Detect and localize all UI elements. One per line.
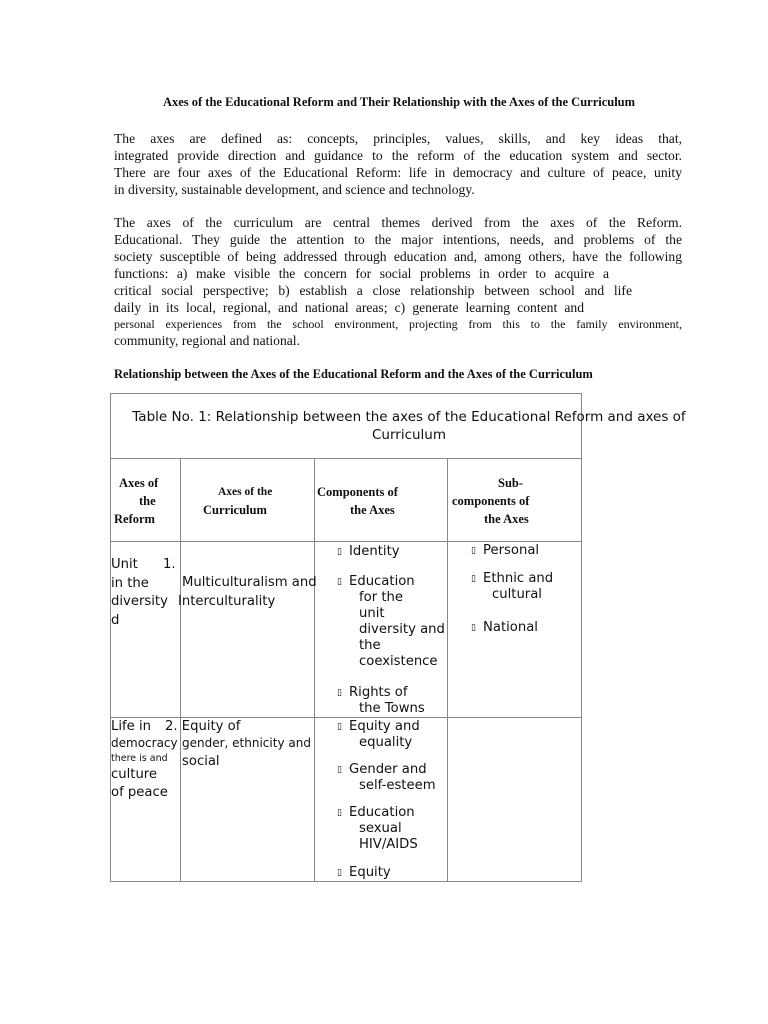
bullet-icon: ▯ [471, 546, 476, 556]
bullet-icon: ▯ [337, 722, 342, 732]
item-text: for the [359, 590, 403, 605]
text-line: personal experiences from the school environment, projecting from this to the family environment, [114, 317, 682, 332]
cell-line: culture [111, 767, 158, 782]
text-line: daily in its local, regional, and national areas; c) generate learning content and [114, 299, 584, 315]
item-text: Gender and [349, 762, 427, 777]
list-item [471, 571, 553, 603]
caption-line: Curriculum [371, 427, 447, 443]
text-line: society susceptible of being addressed through education and, among others, have the following [114, 248, 682, 264]
item-text: cultural [492, 587, 542, 602]
item-text: Ethnic and [483, 571, 554, 586]
text-line: functions: a) make visible the concern for social problems in order to acquire a [114, 265, 609, 281]
item-text: self-esteem [359, 778, 436, 793]
row1-subcomponents [471, 542, 581, 717]
cell-line: democracy [111, 736, 178, 750]
paragraph-curriculum-axes [114, 215, 682, 350]
cell-line: Multiculturalism and [182, 575, 317, 590]
list-item [337, 685, 425, 717]
cell-line: of peace [111, 785, 168, 800]
item-text: Identity [349, 544, 400, 559]
header-line: the Axes [484, 512, 529, 526]
row1-curriculum-axis [178, 574, 317, 611]
table-divider [447, 458, 448, 882]
text-line: There are four axes of the Educational Reform: life in democracy and culture of peace, unity [114, 164, 682, 180]
header-line: Axes of [119, 476, 159, 490]
relationship-table [110, 393, 686, 882]
text-line: integrated provide direction and guidance to the reform of the education system and sector. [114, 147, 682, 163]
cell-line: Interculturality [178, 593, 276, 609]
header-line: Curriculum [203, 503, 267, 517]
text-line: The axes of the curriculum are central themes derived from the axes of the Reform. [114, 215, 682, 230]
text-line: critical social perspective; b) establish a close relationship between school and life [114, 282, 632, 298]
bullet-icon: ▯ [337, 577, 342, 587]
header-line: Sub- [498, 476, 524, 490]
bullet-icon: ▯ [337, 688, 342, 698]
section-subtitle: Relationship between the Axes of the Educational Reform and the Axes of the Curriculum [114, 367, 593, 381]
item-text: equality [359, 735, 413, 750]
header-line: the Axes [350, 503, 395, 517]
item-text: sexual [359, 821, 402, 836]
bullet-icon: ▯ [471, 623, 476, 633]
bullet-icon: ▯ [471, 574, 476, 584]
bullet-icon: ▯ [337, 547, 342, 557]
header-components [317, 483, 398, 519]
header-line: the [139, 494, 156, 508]
item-text: Rights of [349, 685, 408, 700]
bullet-icon: ▯ [337, 868, 342, 878]
list-item [337, 762, 436, 794]
row1-components [337, 542, 447, 717]
paragraph-axes-definition [114, 131, 682, 199]
text-line: Educational. They guide the attention to the major intentions, needs, and problems of the [114, 231, 682, 247]
header-subcomponents [452, 474, 529, 528]
row2-curriculum-axis [165, 718, 311, 771]
header-line: Axes of the [218, 486, 273, 498]
document-title: Axes of the Educational Reform and Their Relationship with the Axes of the Curriculum [162, 95, 636, 109]
item-text: Equity [349, 865, 391, 880]
cell-line: d [111, 612, 120, 628]
cell-line: in the [111, 575, 149, 591]
list-item [471, 620, 538, 636]
header-axes-of-curriculum [203, 483, 272, 519]
table-divider [314, 458, 315, 882]
cell-line: diversity [111, 594, 168, 609]
header-axes-of-reform [114, 474, 158, 528]
table-divider [111, 458, 581, 459]
item-text: Equity and [349, 719, 420, 734]
header-line: components of [452, 494, 530, 508]
row2-components [337, 718, 447, 882]
item-text: the Towns [359, 701, 425, 716]
caption-line: Table No. 1: Relationship between the axes of the Educational Reform and axes of [132, 409, 686, 425]
list-item [471, 543, 539, 559]
cell-line: social [182, 754, 220, 769]
list-item [337, 544, 400, 560]
header-line: Components of [317, 485, 398, 499]
table-caption [115, 408, 703, 444]
list-item [337, 865, 391, 881]
list-item [337, 574, 445, 670]
header-line: Reform [114, 512, 155, 526]
cell-line: Unit 1. [111, 557, 176, 572]
item-text: National [483, 620, 538, 635]
item-text: Education [349, 574, 415, 589]
text-line: The axes are defined as: concepts, principles, values, skills, and key ideas that, [114, 131, 682, 146]
row1-reform-axis [111, 556, 176, 630]
cell-line: 2. Equity of [165, 719, 241, 734]
cell-line: there is and [111, 753, 168, 764]
item-text: Personal [483, 543, 540, 558]
item-text: unit [359, 606, 385, 621]
list-item [337, 805, 418, 853]
item-text: Education [349, 805, 415, 820]
cell-line: gender, ethnicity and [182, 736, 311, 750]
bullet-icon: ▯ [337, 808, 342, 818]
text-line: in diversity, sustainable development, and science and technology. [114, 181, 475, 197]
bullet-icon: ▯ [337, 765, 342, 775]
text-line: community, regional and national. [114, 333, 300, 349]
table-divider [180, 458, 181, 882]
item-text: coexistence [359, 654, 438, 669]
item-text: the [359, 638, 381, 653]
item-text: diversity and [359, 622, 445, 637]
cell-line: Life in [111, 719, 151, 734]
item-text: HIV/AIDS [359, 837, 418, 852]
list-item [337, 719, 420, 751]
